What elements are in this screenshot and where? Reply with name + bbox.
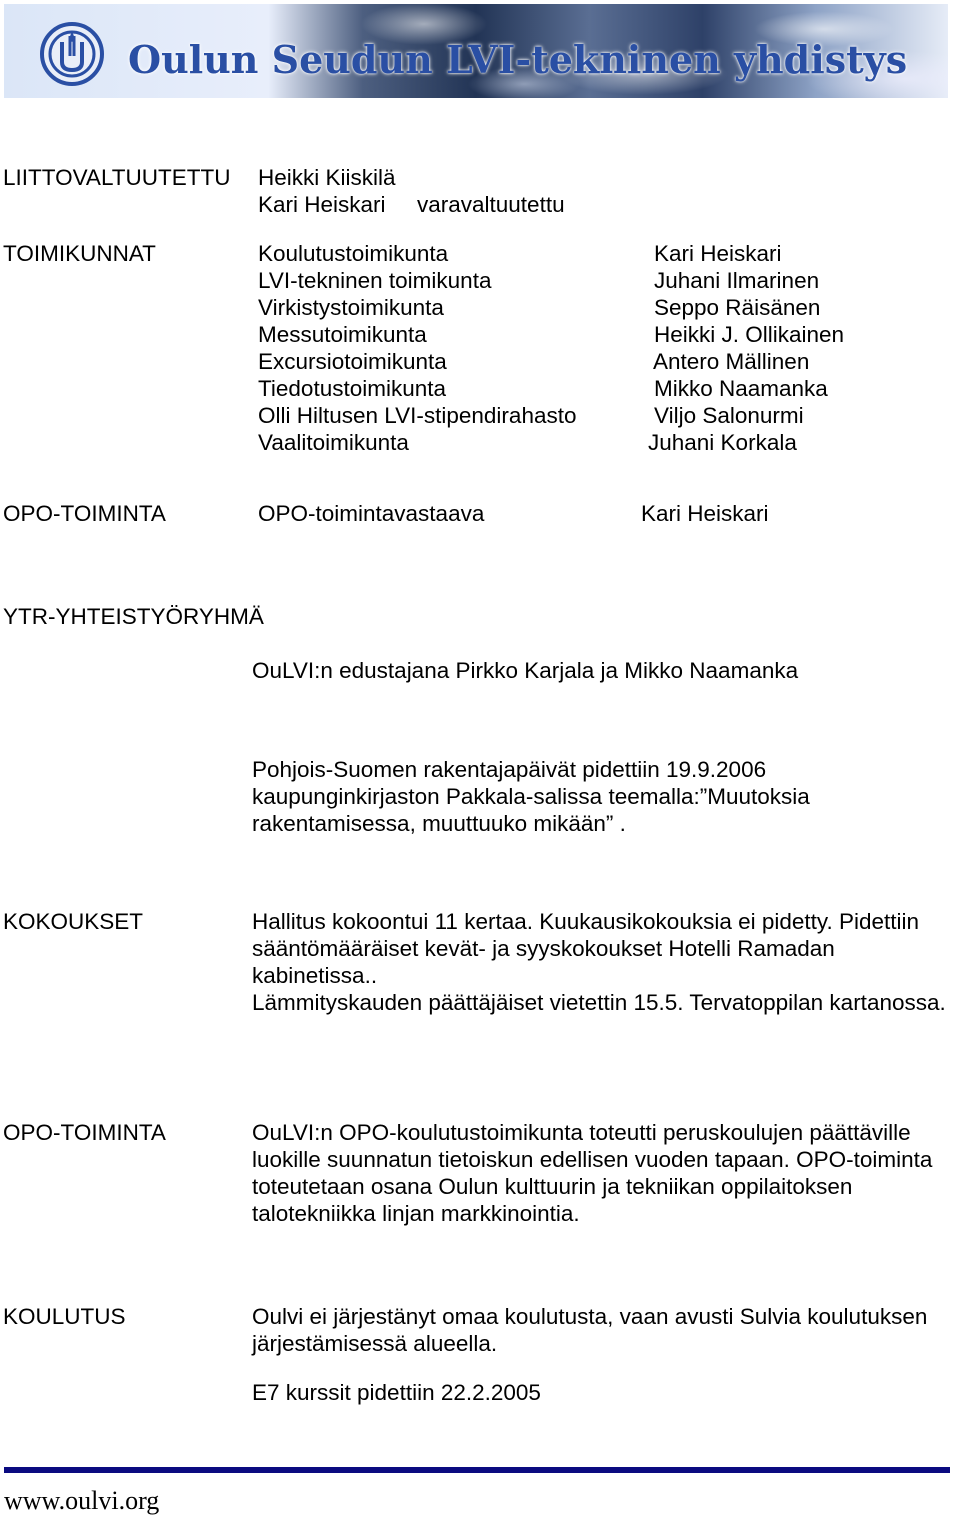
committee-name: Vaalitoimikunta	[258, 430, 409, 455]
organization-title: Oulun Seudun LVI-tekninen yhdistys	[128, 37, 908, 82]
koulutus-text: Oulvi ei järjestänyt omaa koulutusta, vaan avusti Sulvia koulutuksen järjestämisessä alueella.	[252, 1304, 928, 1356]
committee-person: Kari Heiskari	[654, 241, 782, 266]
website-link[interactable]: www.oulvi.org	[4, 1486, 160, 1515]
e7-course-note: E7 kurssit pidettiin 22.2.2005	[252, 1380, 541, 1405]
kokoukset-text-2: Lämmityskauden päättäjäiset vietettin 15.5. Tervatoppilan kartanossa.	[252, 990, 946, 1015]
committee-person: Juhani Korkala	[648, 430, 797, 455]
committee-name: Tiedotustoimikunta	[258, 376, 447, 401]
opo-role-person: Kari Heiskari	[641, 501, 769, 526]
ytr-event-line: kaupunginkirjaston Pakkala-salissa teemalla:”Muutoksia	[252, 784, 810, 809]
committee-person: Juhani Ilmarinen	[654, 268, 820, 293]
delegate-name: Heikki Kiiskilä	[258, 165, 396, 190]
committee-name: Excursiotoimikunta	[258, 349, 447, 374]
header-banner	[4, 4, 948, 98]
opo-role-title: OPO-toimintavastaava	[258, 501, 485, 526]
committee-name: Messutoimikunta	[258, 322, 427, 347]
oulvi-logo-icon	[40, 22, 104, 86]
committee-person: Mikko Naamanka	[654, 376, 828, 401]
ytr-representatives: OuLVI:n edustajana Pirkko Karjala ja Mikko Naamanka	[252, 658, 799, 683]
committee-person: Seppo Räisänen	[654, 295, 821, 320]
section-label-toimikunnat: TOIMIKUNNAT	[3, 241, 156, 266]
committee-name: Koulutustoimikunta	[258, 241, 449, 266]
section-label-opo-role: OPO-TOIMINTA	[3, 501, 166, 526]
deputy-delegate-role: varavaltuutettu	[417, 192, 565, 217]
committee-name: Olli Hiltusen LVI-stipendirahasto	[258, 403, 577, 428]
kokoukset-text: Hallitus kokoontui 11 kertaa. Kuukausikokouksia ei pidetty. Pidettiin sääntömääräiset kevät- ja syyskokoukset Hotelli Ramadan kabinetissa..	[252, 909, 920, 988]
committee-name: Virkistystoimikunta	[258, 295, 444, 320]
ytr-event-line: Pohjois-Suomen rakentajapäivät pidettiin 19.9.2006	[252, 757, 767, 782]
footer-rule	[4, 1467, 950, 1473]
section-label-koulutus: KOULUTUS	[3, 1304, 126, 1329]
section-label-opo-toiminta: OPO-TOIMINTA	[3, 1120, 166, 1145]
section-label-ytr: YTR-YHTEISTYÖRYHMÄ	[3, 604, 264, 629]
committee-person: Heikki J. Ollikainen	[654, 322, 845, 347]
committee-person: Antero Mällinen	[653, 349, 810, 374]
section-label-kokoukset: KOKOUKSET	[3, 909, 144, 934]
deputy-delegate-name: Kari Heiskari	[258, 192, 386, 217]
ytr-event-line: rakentamisessa, muuttuuko mikään” .	[252, 811, 626, 836]
opo-toiminta-text: OuLVI:n OPO-koulutustoimikunta toteutti peruskoulujen päättäville luokille suunnatun tietoiskun edellisen vuoden tapaan. OPO-toiminta toteutetaan osana Oulun kulttuurin ja tekniikan oppilaitoksen talotekniikka linjan markkinointia.	[252, 1120, 933, 1226]
committee-person: Viljo Salonurmi	[654, 403, 804, 428]
committee-name: LVI-tekninen toimikunta	[258, 268, 492, 293]
section-label-liittovaltuutettu: LIITTOVALTUUTETTU	[3, 165, 231, 190]
